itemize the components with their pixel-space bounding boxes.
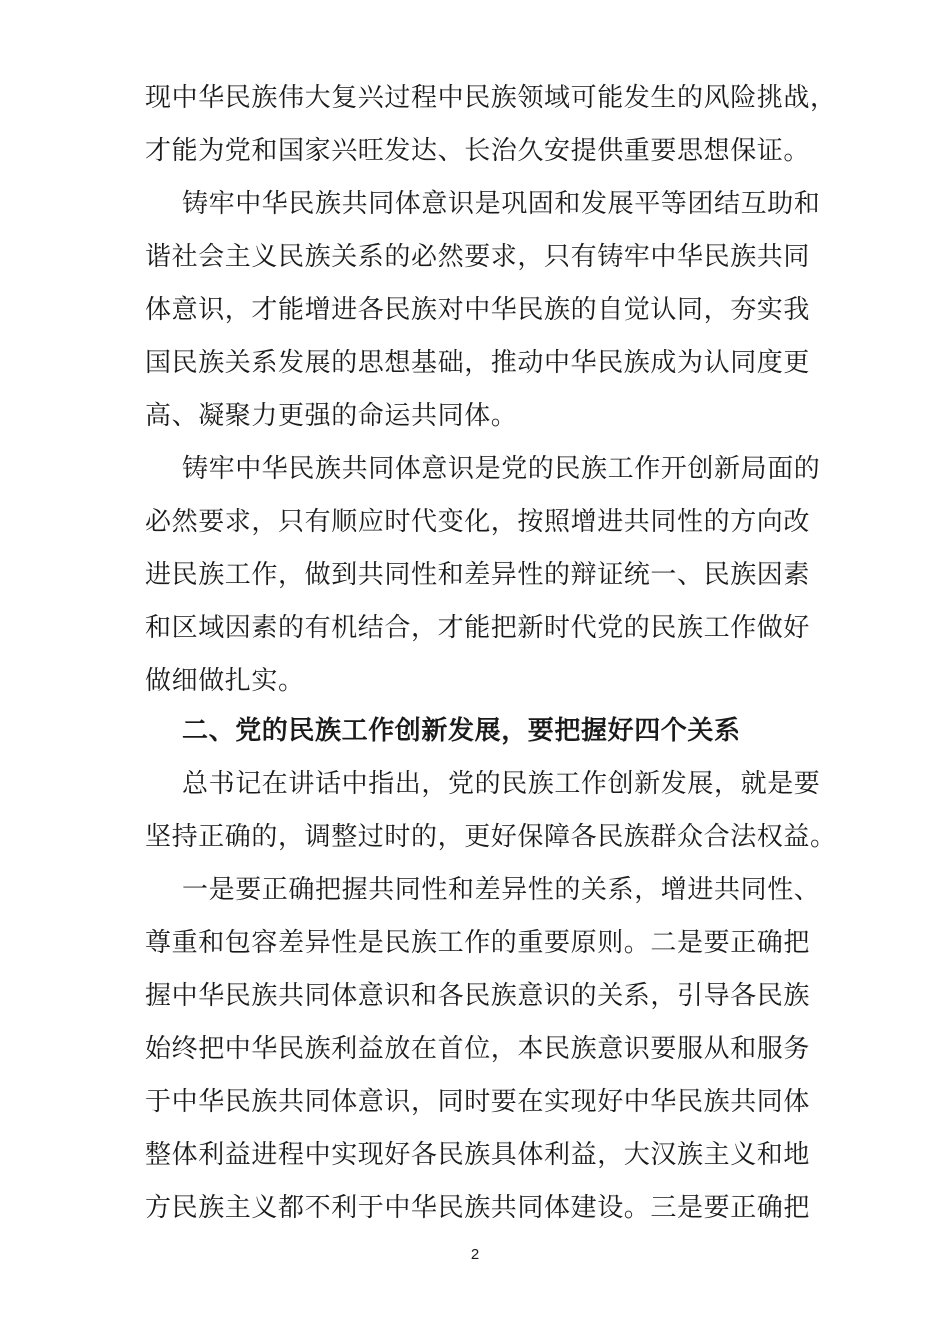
text-line-7: 高、凝聚力更强的命运共同体。: [145, 401, 518, 431]
text-line-20: 于中华民族共同体意识，同时要在实现好中华民族共同体: [145, 1087, 811, 1117]
paragraph-start-line-16: 一是要正确把握共同性和差异性的关系，增进共同性、: [182, 875, 821, 905]
text-line-18: 握中华民族共同体意识和各民族意识的关系，引导各民族: [145, 981, 811, 1011]
text-line-17: 尊重和包容差异性是民族工作的重要原则。二是要正确把: [145, 928, 811, 958]
page-number: 2: [470, 1246, 480, 1263]
text-line-19: 始终把中华民族利益放在首位，本民族意识要服从和服务: [145, 1034, 811, 1064]
text-line-5: 体意识，才能增进各民族对中华民族的自觉认同，夯实我: [145, 295, 811, 325]
text-line-15: 坚持正确的，调整过时的，更好保障各民族群众合法权益。: [145, 822, 837, 852]
text-line-11: 和区域因素的有机结合，才能把新时代党的民族工作做好: [145, 613, 811, 643]
text-line-9: 必然要求，只有顺应时代变化，按照增进共同性的方向改: [145, 507, 811, 537]
paragraph-start-line-8: 铸牢中华民族共同体意识是党的民族工作开创新局面的: [182, 454, 821, 484]
text-line-10: 进民族工作，做到共同性和差异性的辩证统一、民族因素: [145, 560, 811, 590]
paragraph-start-line-14: 总书记在讲话中指出，党的民族工作创新发展，就是要: [182, 769, 821, 799]
text-line-22: 方民族主义都不利于中华民族共同体建设。三是要正确把: [145, 1193, 811, 1223]
text-line-21: 整体利益进程中实现好各民族具体利益，大汉族主义和地: [145, 1140, 811, 1170]
section-heading: 二、党的民族工作创新发展，要把握好四个关系: [182, 716, 741, 746]
text-line-12: 做细做扎实。: [145, 666, 305, 696]
text-line-6: 国民族关系发展的思想基础，推动中华民族成为认同度更: [145, 348, 811, 378]
text-line-4: 谐社会主义民族关系的必然要求，只有铸牢中华民族共同: [145, 242, 811, 272]
paragraph-start-line-3: 铸牢中华民族共同体意识是巩固和发展平等团结互助和: [182, 189, 821, 219]
text-line-1: 现中华民族伟大复兴过程中民族领域可能发生的风险挑战，: [145, 83, 837, 113]
text-line-2: 才能为党和国家兴旺发达、长治久安提供重要思想保证。: [145, 136, 811, 166]
